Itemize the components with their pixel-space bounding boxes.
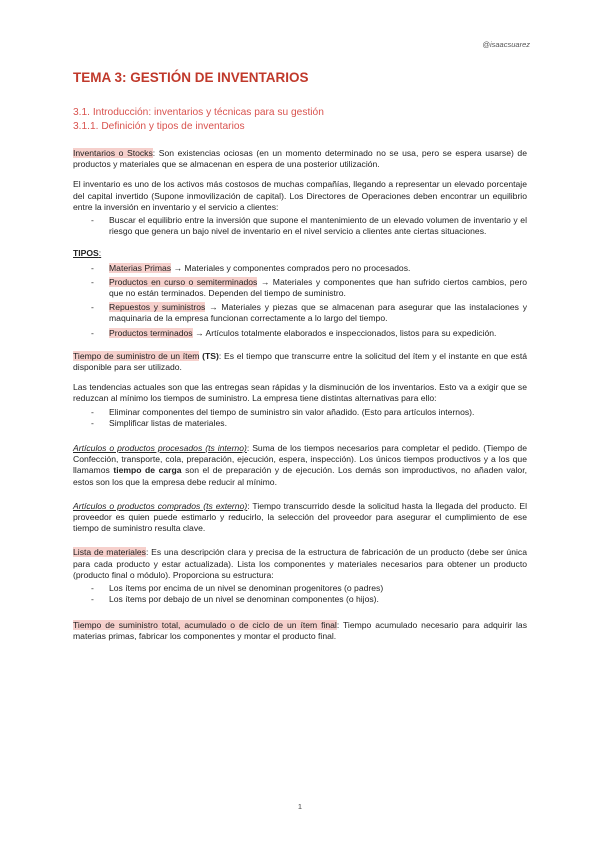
section-heading-3-1: 3.1. Introducción: inventarios y técnicas para su gestión [73,107,324,118]
comprados-term: Artículos o productos comprados (ts externo) [73,500,248,511]
stocks-definition [73,148,527,170]
tipo-item-repuestos: - Repuestos y suministros → Materiales y piezas que se almacenan para asegurar que las instalaciones y maquinaria de la empresa funcionan correctamente a lo largo del tiempo. [73,302,527,324]
activos-paragraph: El inventario es uno de los activos más costosos de muchas compañías, llegando a representar un elevado porcentaje del capital invertido (Supone inmovilización de capital). Los Directores de Operaciones deben encontrar un equilibrio entre la inversión en inventario y el servicio a clientes: [73,179,527,212]
document-content [73,70,527,651]
tendencias-paragraph: Las tendencias actuales son que las entregas sean rápidas y la disminución de los inventarios. Esto va a exigir que se reduzcan al mínimo los tiempos de suministro. La empresa tiene distintas alternativas para ello: [73,382,527,404]
ts-definition: Tiempo de suministro de un ítem (TS): Es el tiempo que transcurre entre la solicitud del ítem y el instante en que está disponible para ser utilizado. [73,350,527,373]
stocks-text: : Son existencias ociosas (en un momento determinado no se usa, pero se espera usarse) de productos y materiales que se almacenan en espera de una posterior utilización. [73,148,527,170]
tipos-list [73,263,527,339]
stocks-term: Inventarios o Stocks [73,148,153,158]
tiempo-de-carga: tiempo de carga [113,465,182,476]
page-number: 1 [297,802,303,811]
activos-list [73,215,527,237]
lista-term: Lista de materiales [73,547,146,558]
list-item: - Los ítems por encima de un nivel se denominan progenitores (o padres) [73,583,527,594]
tipo-item-materias-primas: - Materias Primas → Materiales y componentes comprados pero no procesados. [73,263,527,274]
list-item: - Los ítems por debajo de un nivel se denominan componentes (o hijos). [73,594,527,605]
total-term: Tiempo de suministro total, acumulado o de ciclo de un ítem final [73,619,337,630]
tipos-heading: TIPOS: [73,248,102,259]
tipo-item-productos-terminados: - Productos terminados → Artículos totalmente elaborados e inspeccionados, listos para su expedición. [73,328,527,339]
document-title: TEMA 3: GESTIÓN DE INVENTARIOS [73,70,309,85]
tendencias-list [73,407,527,429]
procesados-definition: Artículos o productos procesados (ts interno): Suma de los tiempos necesarios para completar el pedido. (Tiempo de Confección, transporte, cola, preparación, ejecución, espera, inspección). Los únicos tiempos productivos y a los que llamamos tiempo de carga son el de preparación y de ejecución. Los demás son improductivos, no añaden valor, estos son los que la empresa debe reducir al mínimo. [73,443,527,487]
ts-term: Tiempo de suministro de un ítem [73,350,200,361]
procesados-term: Artículos o productos procesados (ts interno) [73,443,247,454]
lista-list [73,583,527,605]
ts-abbr: (TS) [199,350,219,361]
tipo-item-productos-en-curso: - Productos en curso o semiterminados → Materiales y componentes que han sufrido ciertos cambios, pero que no están terminados. Dependen del tiempo de suministro. [73,277,527,299]
list-item: - Buscar el equilibrio entre la inversión que supone el mantenimiento de un elevado volumen de inventario y el riesgo que genera un bajo nivel de inventario en el nivel servicio a clientes ante ciertas situaciones. [73,215,527,237]
lista-definition: Lista de materiales: Es una descripción clara y precisa de la estructura de fabricación de un producto (debe ser única para cada producto y estar actualizada). Lista los componentes y materiales necesarios para obtener un producto (producto final o módulo). Proporciona su estructura: [73,547,527,580]
total-definition: Tiempo de suministro total, acumulado o de ciclo de un ítem final: Tiempo acumulado necesario para adquirir las materias primas, fabricar los componentes y montar el producto final. [73,619,528,641]
list-item: - Simplificar listas de materiales. [73,418,527,429]
comprados-definition: Artículos o productos comprados (ts externo): Tiempo transcurrido desde la solicitud hasta la llegada del producto. El proveedor es quien puede estimarlo y reducirlo, la selección del proveedor para asegurar el cumplimiento de ese tiempo de suministro resulta clave. [73,500,527,534]
author-handle: @isaacsuarez [482,40,530,49]
section-heading-3-1-1: 3.1.1. Definición y tipos de inventarios [73,121,245,132]
list-item: - Eliminar componentes del tiempo de suministro sin valor añadido. (Esto para artículos internos). [73,407,527,418]
